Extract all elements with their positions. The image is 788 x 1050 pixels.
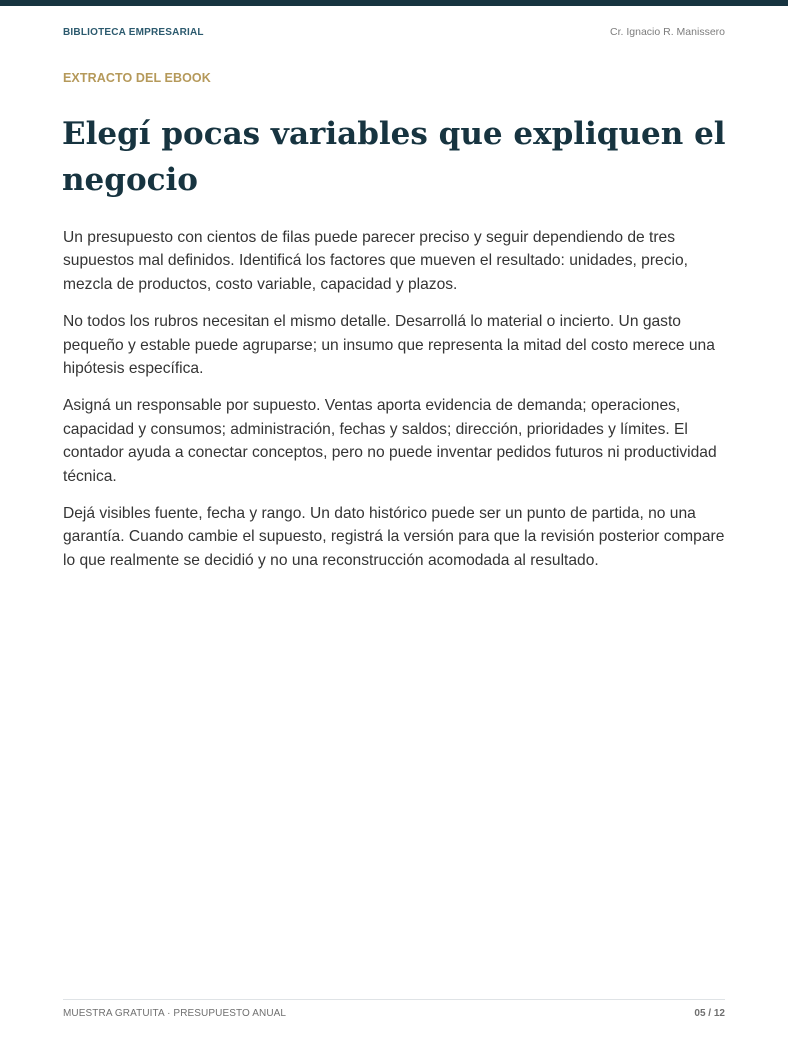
top-accent-bar xyxy=(0,0,788,6)
body-text xyxy=(63,226,727,586)
footer-label: MUESTRA GRATUITA · PRESUPUESTO ANUAL xyxy=(63,1007,287,1019)
author-name: Cr. Ignacio R. Manissero xyxy=(610,26,725,38)
brand-label: BIBLIOTECA EMPRESARIAL xyxy=(63,26,204,38)
paragraph-2: No todos los rubros necesitan el mismo detalle. Desarrollá lo material o incierto. Un gasto pequeño y estable puede agruparse; un insumo que representa la mitad del costo merece una hipótesis específica. xyxy=(63,313,715,378)
running-header xyxy=(63,24,725,40)
paragraph-4: Dejá visibles fuente, fecha y rango. Un dato histórico puede ser un punto de partida, no una garantía. Cuando cambie el supuesto, registrá la versión para que la revisión posterior compare lo que realmente se decidió y no una reconstrucción acomodada al resultado. xyxy=(63,505,725,569)
page-footer xyxy=(63,1006,725,1020)
page-number: 05 / 12 xyxy=(694,1007,725,1019)
page-title: Elegí pocas variables que expliquen el negocio xyxy=(62,116,726,198)
paragraph-3: Asigná un responsable por supuesto. Ventas aporta evidencia de demanda; operaciones, capacidad y consumos; administración, fechas y saldos; dirección, prioridades y límites. El contador ayuda a conectar conceptos, pero no puede inventar pedidos futuros ni productividad técnica. xyxy=(63,397,717,485)
section-kicker: EXTRACTO DEL EBOOK xyxy=(63,71,211,85)
paragraph-1: Un presupuesto con cientos de filas puede parecer preciso y seguir dependiendo de tres supuestos mal definidos. Identificá los factores que mueven el resultado: unidades, precio, mezcla de productos, costo variable, capacidad y plazos. xyxy=(63,229,688,293)
footer-divider xyxy=(63,999,725,1000)
